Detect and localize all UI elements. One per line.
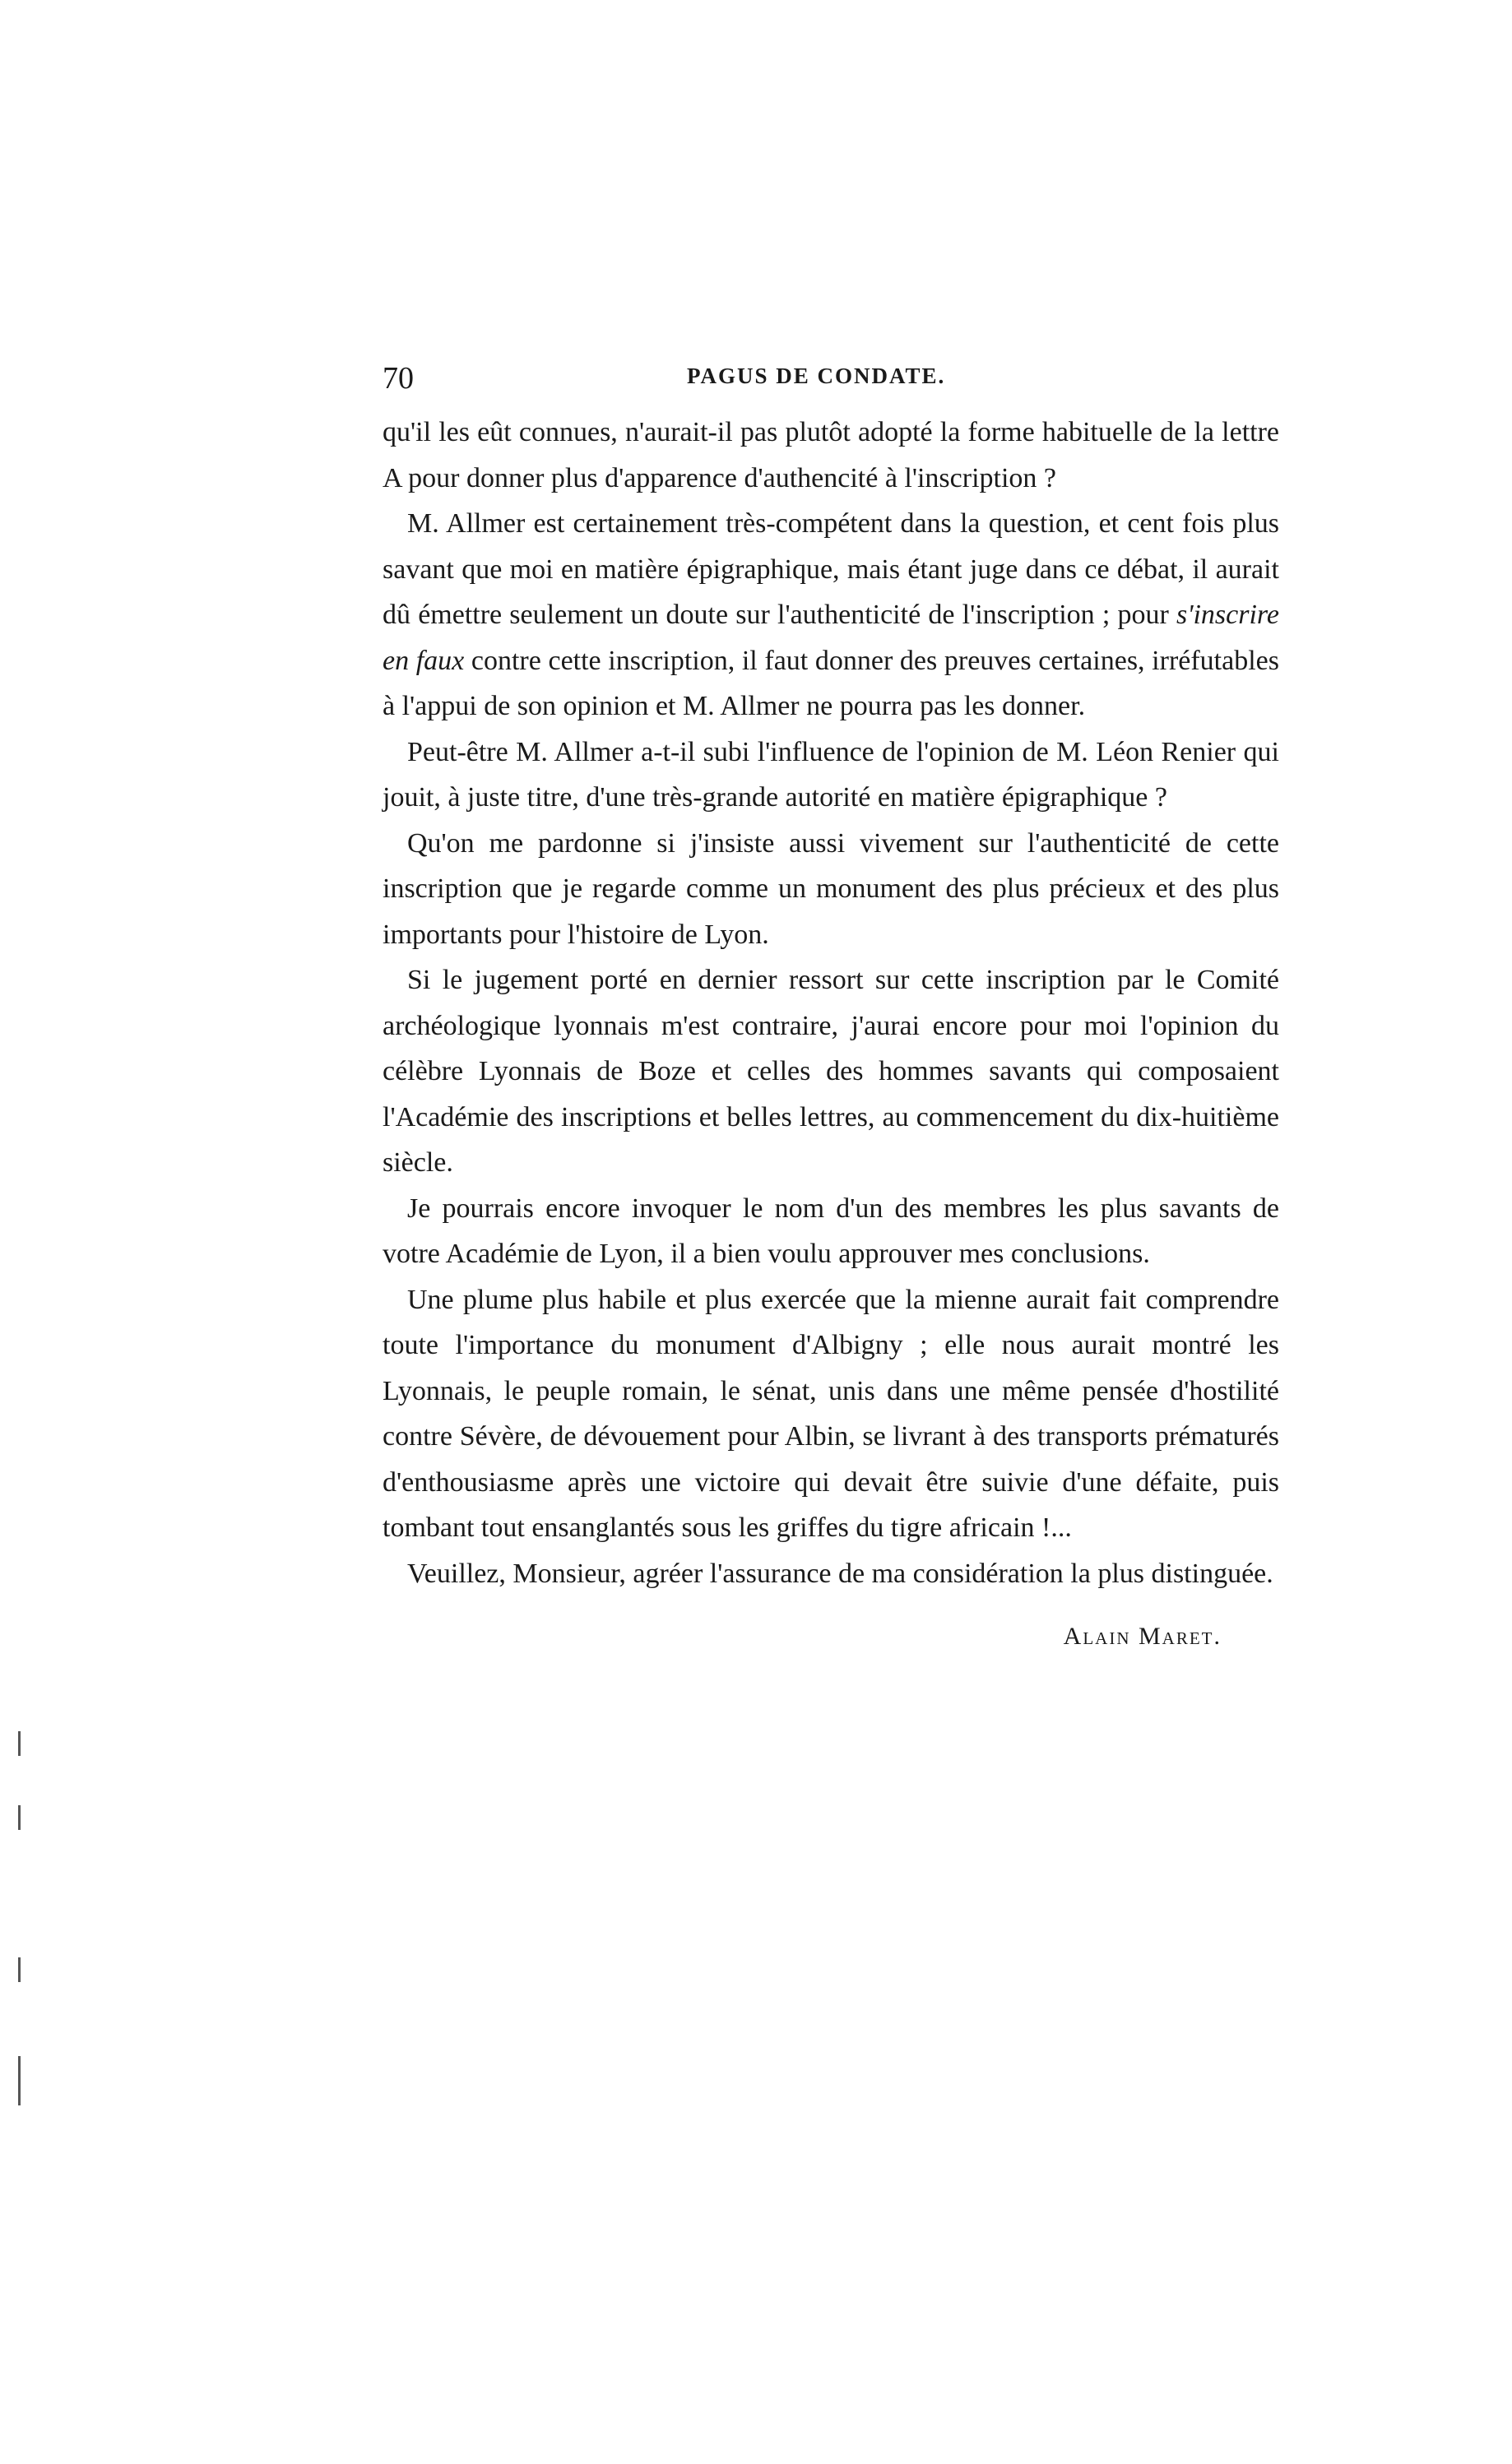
margin-scan-mark: [18, 1731, 21, 1756]
signature: Alain Maret.: [1063, 1623, 1222, 1650]
paragraph: [383, 821, 1279, 958]
paragraph: [383, 1277, 1279, 1551]
paragraph-text: M. Allmer est certainement très-compétent dans la question, et cent fois plus savant que moi en matière épigraphique, mais étant juge dans ce débat, il aurait dû émettre seulement un doute sur l'authenticité de l'inscription ; pour: [383, 508, 1279, 630]
margin-scan-mark: [18, 1805, 21, 1830]
page-header: [383, 360, 1279, 410]
paragraph-text: contre cette inscription, il faut donner des preuves certaines, irréfutables à l'appui de son opinion et M. Allmer ne pourra pas les donner.: [383, 645, 1279, 721]
italic-phrase: s'inscrire en faux: [383, 600, 1279, 676]
paragraph: [383, 729, 1279, 821]
paragraph: [383, 957, 1279, 1186]
paragraph-text: Qu'on me pardonne si j'insiste aussi vivement sur l'authenticité de cette inscription que je regarde comme un monument des plus précieux et des plus importants pour l'histoire de Lyon.: [383, 827, 1279, 950]
book-page: [383, 360, 1279, 1651]
paragraph: [383, 1551, 1279, 1597]
paragraph-text: Veuillez, Monsieur, agréer l'assurance de ma considération la plus distinguée.: [407, 1558, 1273, 1589]
paragraph-text: Si le jugement porté en dernier ressort sur cette inscription par le Comité archéologique lyonnais m'est contraire, j'aurai encore pour moi l'opinion du célèbre Lyonnais de Boze et celles des hommes savants qui composaient l'Académie des inscriptions et belles lettres, au commencement du dix-huitième siècle.: [383, 965, 1279, 1178]
margin-scan-mark: [18, 1957, 21, 1982]
paragraph: [383, 1186, 1279, 1277]
margin-scan-mark: [18, 2056, 21, 2105]
paragraph: [383, 501, 1279, 729]
paragraph-text: Une plume plus habile et plus exercée que la mienne aurait fait comprendre toute l'importance du monument d'Albigny ; elle nous aurait montré les Lyonnais, le peuple romain, le sénat, unis dans une même pensée d'hostilité contre Sévère, de dévouement pour Albin, se livrant à des transports prématurés d'enthousiasme après une victoire qui devait être suivie d'une défaite, puis tombant tout ensanglantés sous les griffes du tigre africain !...: [383, 1284, 1279, 1543]
paragraph-text: Je pourrais encore invoquer le nom d'un des membres les plus savants de votre Académie de Lyon, il a bien voulu approuver mes conclusions.: [383, 1193, 1279, 1269]
paragraph-text: qu'il les eût connues, n'aurait-il pas plutôt adopté la forme habituelle de la lettre A pour donner plus d'apparence d'authencité à l'inscription ?: [383, 417, 1279, 493]
body-text: [383, 410, 1279, 1596]
paragraph: [383, 410, 1279, 501]
page-number: 70: [383, 361, 414, 396]
paragraph-text: Peut-être M. Allmer a-t-il subi l'influence de l'opinion de M. Léon Renier qui jouit, à juste titre, d'une très-grande autorité en matière épigraphique ?: [383, 736, 1279, 813]
running-head: PAGUS DE CONDATE.: [687, 364, 946, 388]
